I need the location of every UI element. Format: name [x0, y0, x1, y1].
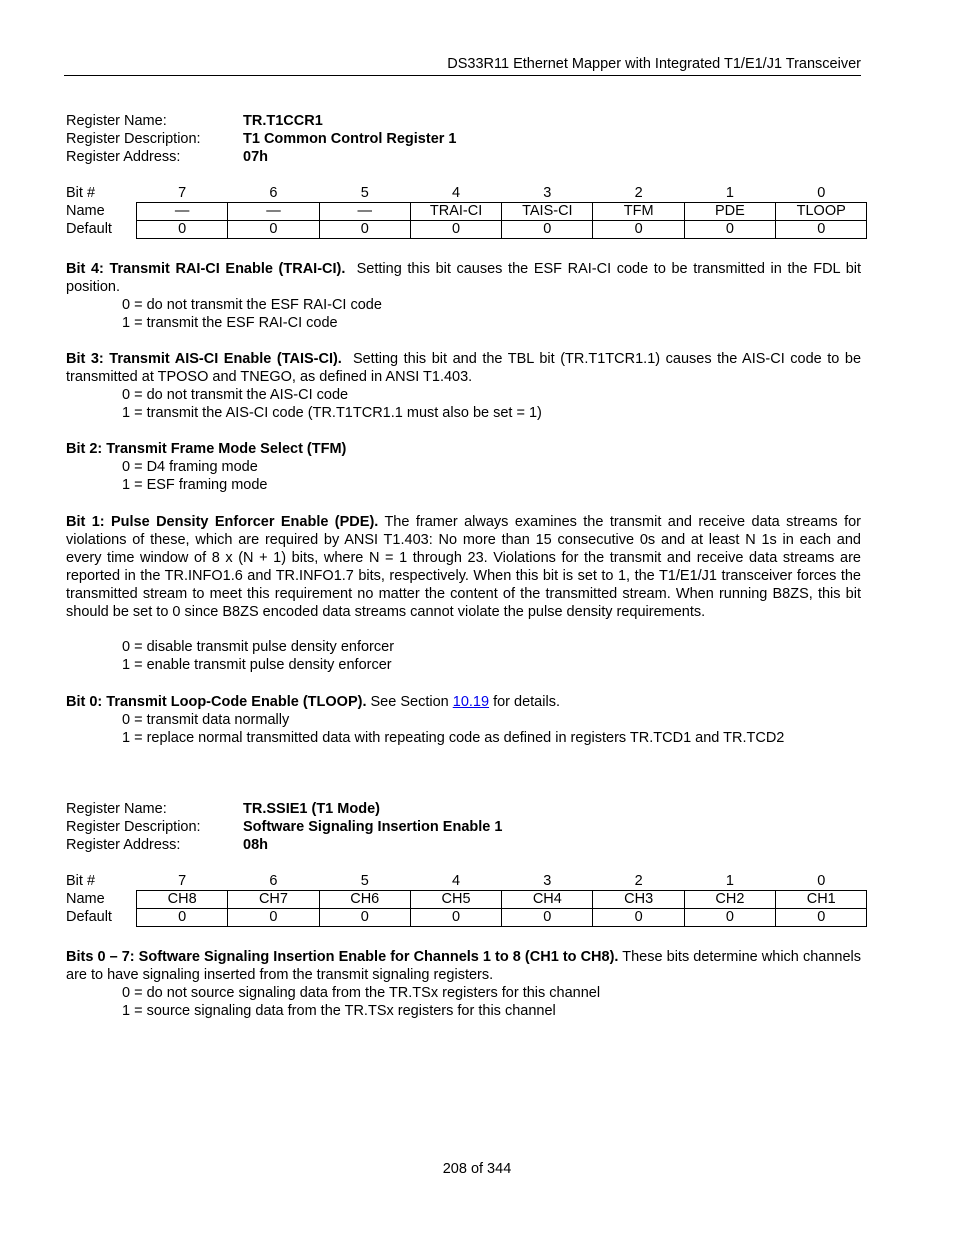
bit-name-cell: CH4 — [502, 891, 593, 909]
bit-name-cell: CH2 — [684, 891, 775, 909]
header-divider — [64, 75, 861, 76]
bit-name-cell: TAIS-CI — [502, 203, 593, 221]
bit-default-cell: 0 — [684, 909, 775, 927]
bit3-option-1: 1 = transmit the AIS-CI code (TR.T1TCR1.1 must also be set = 1) — [122, 405, 542, 421]
bit3-description — [66, 350, 861, 386]
bit-default-cell: 0 — [319, 909, 410, 927]
bit2-option-1: 1 = ESF framing mode — [122, 477, 268, 493]
bit-default-cell: 0 — [137, 909, 228, 927]
bit-number: 4 — [452, 873, 461, 889]
register-info-ssie1 — [66, 800, 502, 854]
bit0-option-1: 1 = replace normal transmitted data with repeating code as defined in registers TR.TCD1 and TR.TCD2 — [122, 730, 785, 746]
register-name-label: Register Name: — [66, 113, 167, 129]
register-address-label: Register Address: — [66, 149, 181, 165]
bit-name-cell: CH6 — [319, 891, 410, 909]
bit-default-cell: 0 — [593, 909, 684, 927]
default-row-label: Default — [66, 221, 112, 237]
register-info-t1ccr1 — [66, 112, 457, 166]
bit3-option-0: 0 = do not transmit the AIS-CI code — [122, 387, 349, 403]
register-name-label: Register Name: — [66, 801, 167, 817]
page-number: 208 of 344 — [442, 1161, 512, 1177]
default-row-label: Default — [66, 909, 112, 925]
bit-name-cell: — — [319, 203, 410, 221]
bit-number: 6 — [269, 873, 278, 889]
bit-table-t1ccr1 — [64, 185, 867, 239]
bit-name-cell: — — [228, 203, 319, 221]
bit4-text: Setting this bit causes the ESF RAI-CI code to be transmitted in the FDL bit position. — [66, 261, 862, 295]
bit-row-label: Bit # — [66, 185, 96, 202]
bit1-option-0: 0 = disable transmit pulse density enforcer — [122, 639, 395, 655]
bit-default-cell: 0 — [228, 909, 319, 927]
bit3-title: Bit 3: Transmit AIS-CI Enable (TAIS-CI). — [66, 351, 342, 367]
bit1-description — [66, 513, 861, 621]
bit-row-label: Bit # — [66, 873, 96, 890]
bit3-text: Setting this bit and the TBL bit (TR.T1TCR1.1) causes the AIS-CI code to be transmitted at TPOSO and TNEGO, as defined in ANSI T1.403. — [66, 351, 862, 385]
bit-number: 1 — [725, 185, 734, 201]
bit-number: 3 — [543, 873, 552, 889]
bit-name-cell: CH3 — [593, 891, 684, 909]
ssie1-option-1: 1 = source signaling data from the TR.TSx registers for this channel — [122, 1003, 556, 1019]
bit-name-cell: PDE — [684, 203, 775, 221]
bit4-option-0: 0 = do not transmit the ESF RAI-CI code — [122, 297, 382, 313]
bit-number: 0 — [817, 185, 826, 201]
register-name-value: TR.SSIE1 (T1 Mode) — [243, 801, 380, 817]
bit4-title: Bit 4: Transmit RAI-CI Enable (TRAI-CI). — [66, 261, 346, 277]
ssie1-bits-text: These bits determine which channels are to have signaling inserted from the transmit signaling registers. — [66, 949, 861, 983]
bit-name-cell: TLOOP — [776, 203, 867, 221]
bit4-description — [66, 260, 861, 296]
bit-number: 7 — [178, 873, 187, 889]
bit-default-cell: 0 — [684, 221, 775, 239]
register-address-value: 07h — [243, 149, 268, 165]
bit-default-cell: 0 — [502, 221, 593, 239]
section-link[interactable]: 10.19 — [452, 694, 490, 710]
bit-default-cell: 0 — [776, 909, 867, 927]
register-address-value: 08h — [243, 837, 268, 853]
bit-name-cell: CH1 — [776, 891, 867, 909]
bit1-title: Bit 1: Pulse Density Enforcer Enable (PDE). — [66, 514, 379, 530]
bit0-title: Bit 0: Transmit Loop-Code Enable (TLOOP). — [66, 694, 367, 710]
bit-default-cell: 0 — [228, 221, 319, 239]
running-header: DS33R11 Ethernet Mapper with Integrated T1/E1/J1 Transceiver — [447, 56, 861, 72]
bit-number: 0 — [817, 873, 826, 889]
bit0-text-after: for details. — [493, 694, 560, 710]
register-name-value: TR.T1CCR1 — [243, 113, 323, 129]
bit-name-cell: CH8 — [137, 891, 228, 909]
bit2-option-0: 0 = D4 framing mode — [122, 459, 258, 475]
bit1-text: The framer always examines the transmit and receive data streams for violations of these, which are required by ANSI T1.403: No more than 15 consecutive 0s and at least N 1s in each and every time window of 8 x (N + 1) bits, where N = 1 through 23. Violations for the transmit and receive data streams are reported in the TR.INFO1.6 and TR.INFO1.7 bits, respectively. When this bit is set to 1, the T1/E1/J1 transceiver forces the transmitted stream to meet this requirement no matter the content of the transmitted stream. When running B8ZS, this bit should be set to 0 since B8ZS encoded data streams cannot violate the pulse density requirements. — [66, 514, 861, 620]
bit-number: 5 — [360, 873, 369, 889]
bit-number: 4 — [452, 185, 461, 201]
bit0-option-0: 0 = transmit data normally — [122, 712, 290, 728]
bit2-title: Bit 2: Transmit Frame Mode Select (TFM) — [66, 441, 347, 457]
name-row-label: Name — [66, 891, 105, 907]
bit-number: 1 — [725, 873, 734, 889]
register-description-label: Register Description: — [66, 131, 201, 147]
bit-default-cell: 0 — [410, 909, 501, 927]
ssie1-bits-title: Bits 0 – 7: Software Signaling Insertion Enable for Channels 1 to 8 (CH1 to CH8). — [66, 949, 619, 965]
bit-name-cell: TFM — [593, 203, 684, 221]
bit4-option-1: 1 = transmit the ESF RAI-CI code — [122, 315, 338, 331]
bit-number: 2 — [634, 873, 643, 889]
bit0-text-before: See Section — [370, 694, 449, 710]
bit-number: 5 — [360, 185, 369, 201]
bit-default-cell: 0 — [502, 909, 593, 927]
name-row-label: Name — [66, 203, 105, 219]
bit-table-ssie1 — [64, 873, 867, 927]
bit-name-cell: — — [137, 203, 228, 221]
register-address-label: Register Address: — [66, 837, 181, 853]
bit-name-cell: CH5 — [410, 891, 501, 909]
bit-default-cell: 0 — [319, 221, 410, 239]
ssie1-option-0: 0 = do not source signaling data from the TR.TSx registers for this channel — [122, 985, 601, 1001]
bit-default-cell: 0 — [593, 221, 684, 239]
bit-name-cell: TRAI-CI — [410, 203, 501, 221]
bit-number: 7 — [178, 185, 187, 201]
bit-default-cell: 0 — [410, 221, 501, 239]
bit-number: 2 — [634, 185, 643, 201]
bit-number: 6 — [269, 185, 278, 201]
bit-default-cell: 0 — [776, 221, 867, 239]
bit-name-cell: CH7 — [228, 891, 319, 909]
bit2-description — [66, 440, 861, 458]
register-description-value: T1 Common Control Register 1 — [243, 131, 457, 147]
bit-number: 3 — [543, 185, 552, 201]
bit0-description — [66, 693, 861, 711]
bit1-option-1: 1 = enable transmit pulse density enforcer — [122, 657, 392, 673]
bit-default-cell: 0 — [137, 221, 228, 239]
ssie1-bits-description — [66, 948, 861, 984]
register-description-value: Software Signaling Insertion Enable 1 — [243, 819, 503, 835]
register-description-label: Register Description: — [66, 819, 201, 835]
